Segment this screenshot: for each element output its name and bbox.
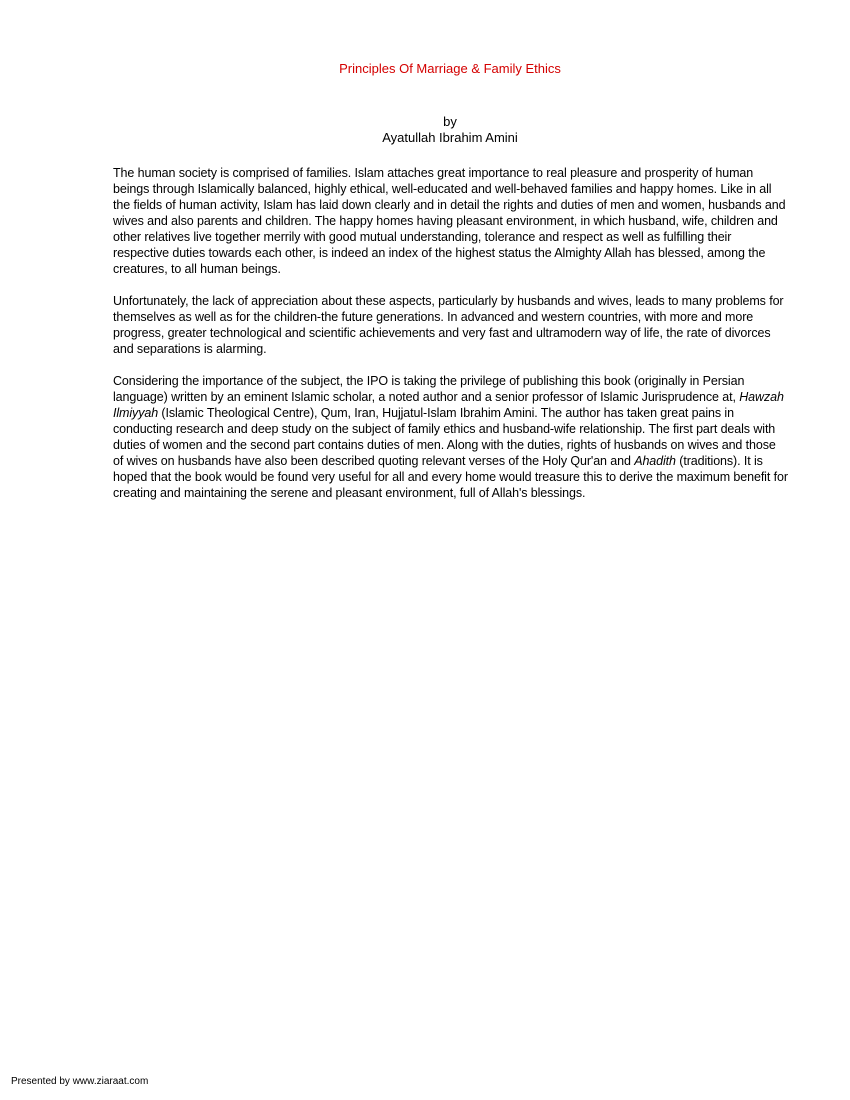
paragraph-3-part-1: Considering the importance of the subject, the IPO is taking the privilege of publishing this book (originally in Persian language) written by an eminent Islamic scholar, a noted author and a senior professor of Islamic Jurisprudence at, [113,374,745,404]
ahadith-term: Ahadith [634,454,676,468]
hawzah-ilmiyyah-term: Hawzah Ilmiyyah [113,390,784,420]
paragraph-1: The human society is comprised of families. Islam attaches great importance to real pleasure and prosperity of human beings through Islamically balanced, highly ethical, well-educated and well-behaved families and happy homes. Like in all the fields of human activity, Islam has laid down clearly and in detail the rights and duties of men and women, husbands and wives and also parents and children. The happy homes having pleasant environment, in which husband, wife, children and other relatives live together merrily with good mutual understanding, tolerance and respect as well as fulfilling their respective duties towards each other, is indeed an index of the highest status the Almighty Allah has blessed, among the creatures, to all human beings. [113,166,786,276]
footer-credit: Presented by www.ziaraat.com [11,1076,149,1087]
body-text [113,165,789,517]
page-title: Principles Of Marriage & Family Ethics [339,61,561,76]
paragraph-2: Unfortunately, the lack of appreciation about these aspects, particularly by husbands and wives, leads to many problems for themselves as well as for the children-the future generations. In advanced and western countries, with more and more progress, greater technological and scientific achievements and very fast and ultramodern way of life, the rate of divorces and separations is alarming. [113,294,784,356]
byline [0,114,850,146]
by-label: by [443,114,457,129]
paragraph-3 [113,373,789,501]
paragraph-3-part-3: (traditions). It is hoped that the book would be found very useful for all and every home would treasure this to derive the maximum benefit for creating and maintaining the serene and pleasant environment, full of Allah's blessings. [113,454,788,500]
paragraph-3-part-2: (Islamic Theological Centre), Qum, Iran, Hujjatul-Islam Ibrahim Amini. The author has taken great pains in conducting research and deep study on the subject of family ethics and husband-wife relationship. The first part deals with duties of women and the second part contains duties of men. Along with the duties, rights of husbands on wives and those of wives on husbands have also been described quoting relevant verses of the Holy Qur'an and [113,406,776,468]
author-name: Ayatullah Ibrahim Amini [382,130,518,145]
